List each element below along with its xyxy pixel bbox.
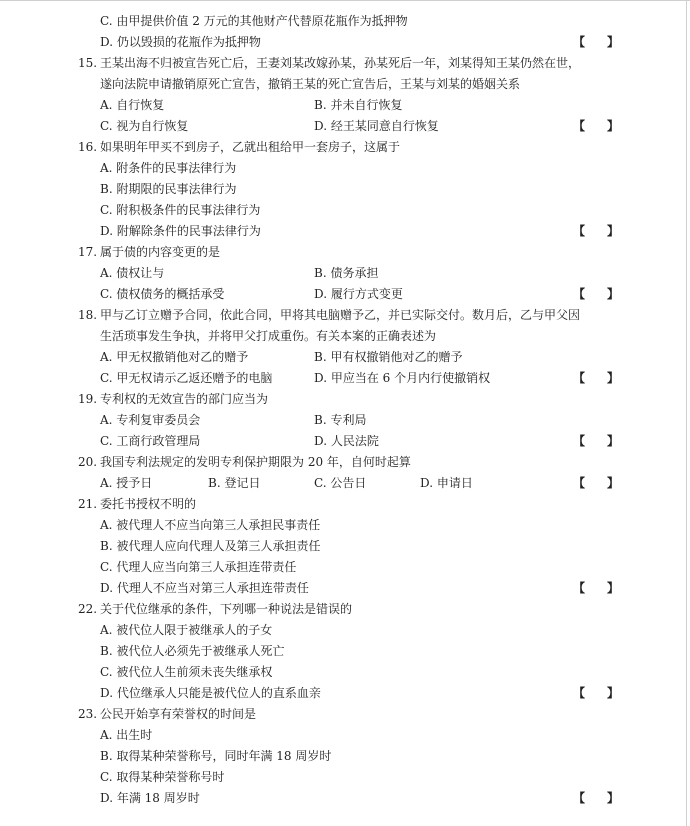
- question-text: 如果明年甲买不到房子，乙就出租给甲一套房子，这属于: [100, 140, 401, 154]
- option-line: [0, 116, 690, 137]
- bracket-open: 【: [573, 119, 586, 133]
- option-line: [0, 347, 690, 368]
- question-stem-line: [0, 494, 690, 515]
- option-line: [0, 641, 690, 662]
- option-line: [0, 95, 690, 116]
- continuation-line: [0, 11, 690, 32]
- question-text: 生活琐事发生争执，并将甲父打成重伤。有关本案的正确表述为: [100, 329, 437, 343]
- bracket-open: 【: [573, 224, 586, 238]
- answer-option: C. 工商行政管理局: [100, 434, 201, 448]
- answer-bracket[interactable]: [573, 431, 619, 452]
- answer-option: B. 被代理人应向代理人及第三人承担责任: [100, 539, 321, 553]
- answer-option: A. 附条件的民事法律行为: [100, 161, 237, 175]
- answer-option: C. 视为自行恢复: [100, 119, 189, 133]
- option-line: [0, 284, 690, 305]
- question-number: 20.: [78, 455, 98, 469]
- question-stem-line: [0, 53, 690, 74]
- option-line: [0, 536, 690, 557]
- answer-option: B. 甲有权撤销他对乙的赠予: [314, 350, 463, 364]
- answer-option: D. 附解除条件的民事法律行为: [100, 224, 261, 238]
- answer-option: D. 甲应当在 6 个月内行使撤销权: [314, 371, 491, 385]
- question-text: 遂向法院申请撤销原死亡宣告，撤销王某的死亡宣告后，王某与刘某的婚姻关系: [100, 77, 521, 91]
- question-stem-line: [0, 452, 690, 473]
- question-stem-line: [0, 326, 690, 347]
- bracket-close: 】: [607, 791, 620, 805]
- question-stem-line: [0, 137, 690, 158]
- answer-option: B. 被代位人必须先于被继承人死亡: [100, 644, 285, 658]
- answer-option: A. 甲无权撤销他对乙的赠予: [100, 350, 249, 364]
- answer-bracket[interactable]: [573, 32, 619, 53]
- question-stem-line: [0, 389, 690, 410]
- question-number: 22.: [78, 602, 98, 616]
- option-text: D. 仍以毁损的花瓶作为抵押物: [100, 35, 261, 49]
- bracket-close: 】: [607, 686, 620, 700]
- option-line: [0, 620, 690, 641]
- answer-option: D. 年满 18 周岁时: [100, 791, 200, 805]
- bracket-close: 】: [607, 35, 620, 49]
- answer-option: A. 出生时: [100, 728, 153, 742]
- bracket-close: 】: [607, 224, 620, 238]
- question-text: 王某出海不归被宣告死亡后，王妻刘某改嫁孙某，孙某死后一年，刘某得知王某仍然在世，: [100, 56, 581, 70]
- question-text: 委托书授权不明的: [100, 497, 197, 511]
- bracket-open: 【: [573, 581, 586, 595]
- option-line: [0, 431, 690, 452]
- option-line: [0, 662, 690, 683]
- bracket-open: 【: [573, 791, 586, 805]
- question-stem-line: [0, 74, 690, 95]
- bracket-open: 【: [573, 371, 586, 385]
- option-line: [0, 158, 690, 179]
- answer-option: C. 债权债务的概括承受: [100, 287, 225, 301]
- answer-bracket[interactable]: [573, 683, 619, 704]
- question-text: 属于债的内容变更的是: [100, 245, 221, 259]
- answer-bracket[interactable]: [573, 473, 619, 494]
- answer-option: C. 甲无权请示乙返还赠予的电脑: [100, 371, 273, 385]
- question-text: 甲与乙订立赠予合同，依此合同，甲将其电脑赠予乙，并已实际交付。数月后，乙与甲父因: [100, 308, 581, 322]
- answer-option: C. 被代位人生前须未丧失继承权: [100, 665, 273, 679]
- answer-option: A. 授予日: [100, 476, 153, 490]
- answer-option: C. 公告日: [314, 476, 367, 490]
- option-line: [0, 263, 690, 284]
- option-line: [0, 200, 690, 221]
- question-number: 17.: [78, 245, 98, 259]
- question-number: 23.: [78, 707, 98, 721]
- bracket-close: 】: [607, 476, 620, 490]
- bracket-close: 】: [607, 287, 620, 301]
- answer-bracket[interactable]: [573, 221, 619, 242]
- answer-option: D. 代位继承人只能是被代位人的直系血亲: [100, 686, 321, 700]
- answer-bracket[interactable]: [573, 578, 619, 599]
- option-line: [0, 557, 690, 578]
- question-stem-line: [0, 305, 690, 326]
- answer-option: D. 代理人不应当对第三人承担连带责任: [100, 581, 309, 595]
- bracket-open: 【: [573, 686, 586, 700]
- answer-option: A. 专利复审委员会: [100, 413, 201, 427]
- answer-bracket[interactable]: [573, 368, 619, 389]
- answer-option: A. 被代理人不应当向第三人承担民事责任: [100, 518, 321, 532]
- option-line: [0, 788, 690, 809]
- bracket-open: 【: [573, 434, 586, 448]
- bracket-close: 】: [607, 434, 620, 448]
- question-number: 18.: [78, 308, 98, 322]
- question-number: 21.: [78, 497, 98, 511]
- option-text: C. 由甲提供价值 2 万元的其他财产代替原花瓶作为抵押物: [100, 14, 408, 28]
- question-text: 专利权的无效宣告的部门应当为: [100, 392, 269, 406]
- bracket-open: 【: [573, 476, 586, 490]
- option-line: [0, 410, 690, 431]
- answer-option: B. 并未自行恢复: [314, 98, 403, 112]
- answer-bracket[interactable]: [573, 788, 619, 809]
- answer-option: A. 自行恢复: [100, 98, 165, 112]
- bracket-close: 】: [607, 371, 620, 385]
- answer-option: D. 经王某同意自行恢复: [314, 119, 439, 133]
- option-line: [0, 368, 690, 389]
- option-line: [0, 725, 690, 746]
- answer-option: D. 履行方式变更: [314, 287, 403, 301]
- answer-option: B. 取得某种荣誉称号，同时年满 18 周岁时: [100, 749, 332, 763]
- answer-option: C. 附积极条件的民事法律行为: [100, 203, 261, 217]
- continuation-line: [0, 32, 690, 53]
- option-line: [0, 746, 690, 767]
- question-number: 16.: [78, 140, 98, 154]
- answer-option: D. 申请日: [420, 476, 473, 490]
- answer-bracket[interactable]: [573, 116, 619, 137]
- option-line: [0, 221, 690, 242]
- question-stem-line: [0, 599, 690, 620]
- question-text: 关于代位继承的条件，下列哪一种说法是错误的: [100, 602, 353, 616]
- question-number: 19.: [78, 392, 98, 406]
- question-stem-line: [0, 704, 690, 725]
- option-line: [0, 179, 690, 200]
- answer-option: B. 登记日: [208, 476, 261, 490]
- option-line: [0, 515, 690, 536]
- question-stem-line: [0, 242, 690, 263]
- question-number: 15.: [78, 56, 98, 70]
- answer-option: B. 附期限的民事法律行为: [100, 182, 237, 196]
- bracket-close: 】: [607, 581, 620, 595]
- option-line: [0, 473, 690, 494]
- bracket-open: 【: [573, 35, 586, 49]
- answer-option: C. 取得某种荣誉称号时: [100, 770, 225, 784]
- answer-option: B. 债务承担: [314, 266, 379, 280]
- answer-option: C. 代理人应当向第三人承担连带责任: [100, 560, 297, 574]
- bracket-open: 【: [573, 287, 586, 301]
- answer-bracket[interactable]: [573, 284, 619, 305]
- option-line: [0, 767, 690, 788]
- bracket-close: 】: [607, 119, 620, 133]
- answer-option: A. 被代位人限于被继承人的子女: [100, 623, 273, 637]
- answer-option: D. 人民法院: [314, 434, 379, 448]
- question-text: 公民开始享有荣誉权的时间是: [100, 707, 257, 721]
- answer-option: B. 专利局: [314, 413, 367, 427]
- question-text: 我国专利法规定的发明专利保护期限为 20 年，自何时起算: [100, 455, 411, 469]
- option-line: [0, 578, 690, 599]
- option-line: [0, 683, 690, 704]
- answer-option: A. 债权让与: [100, 266, 165, 280]
